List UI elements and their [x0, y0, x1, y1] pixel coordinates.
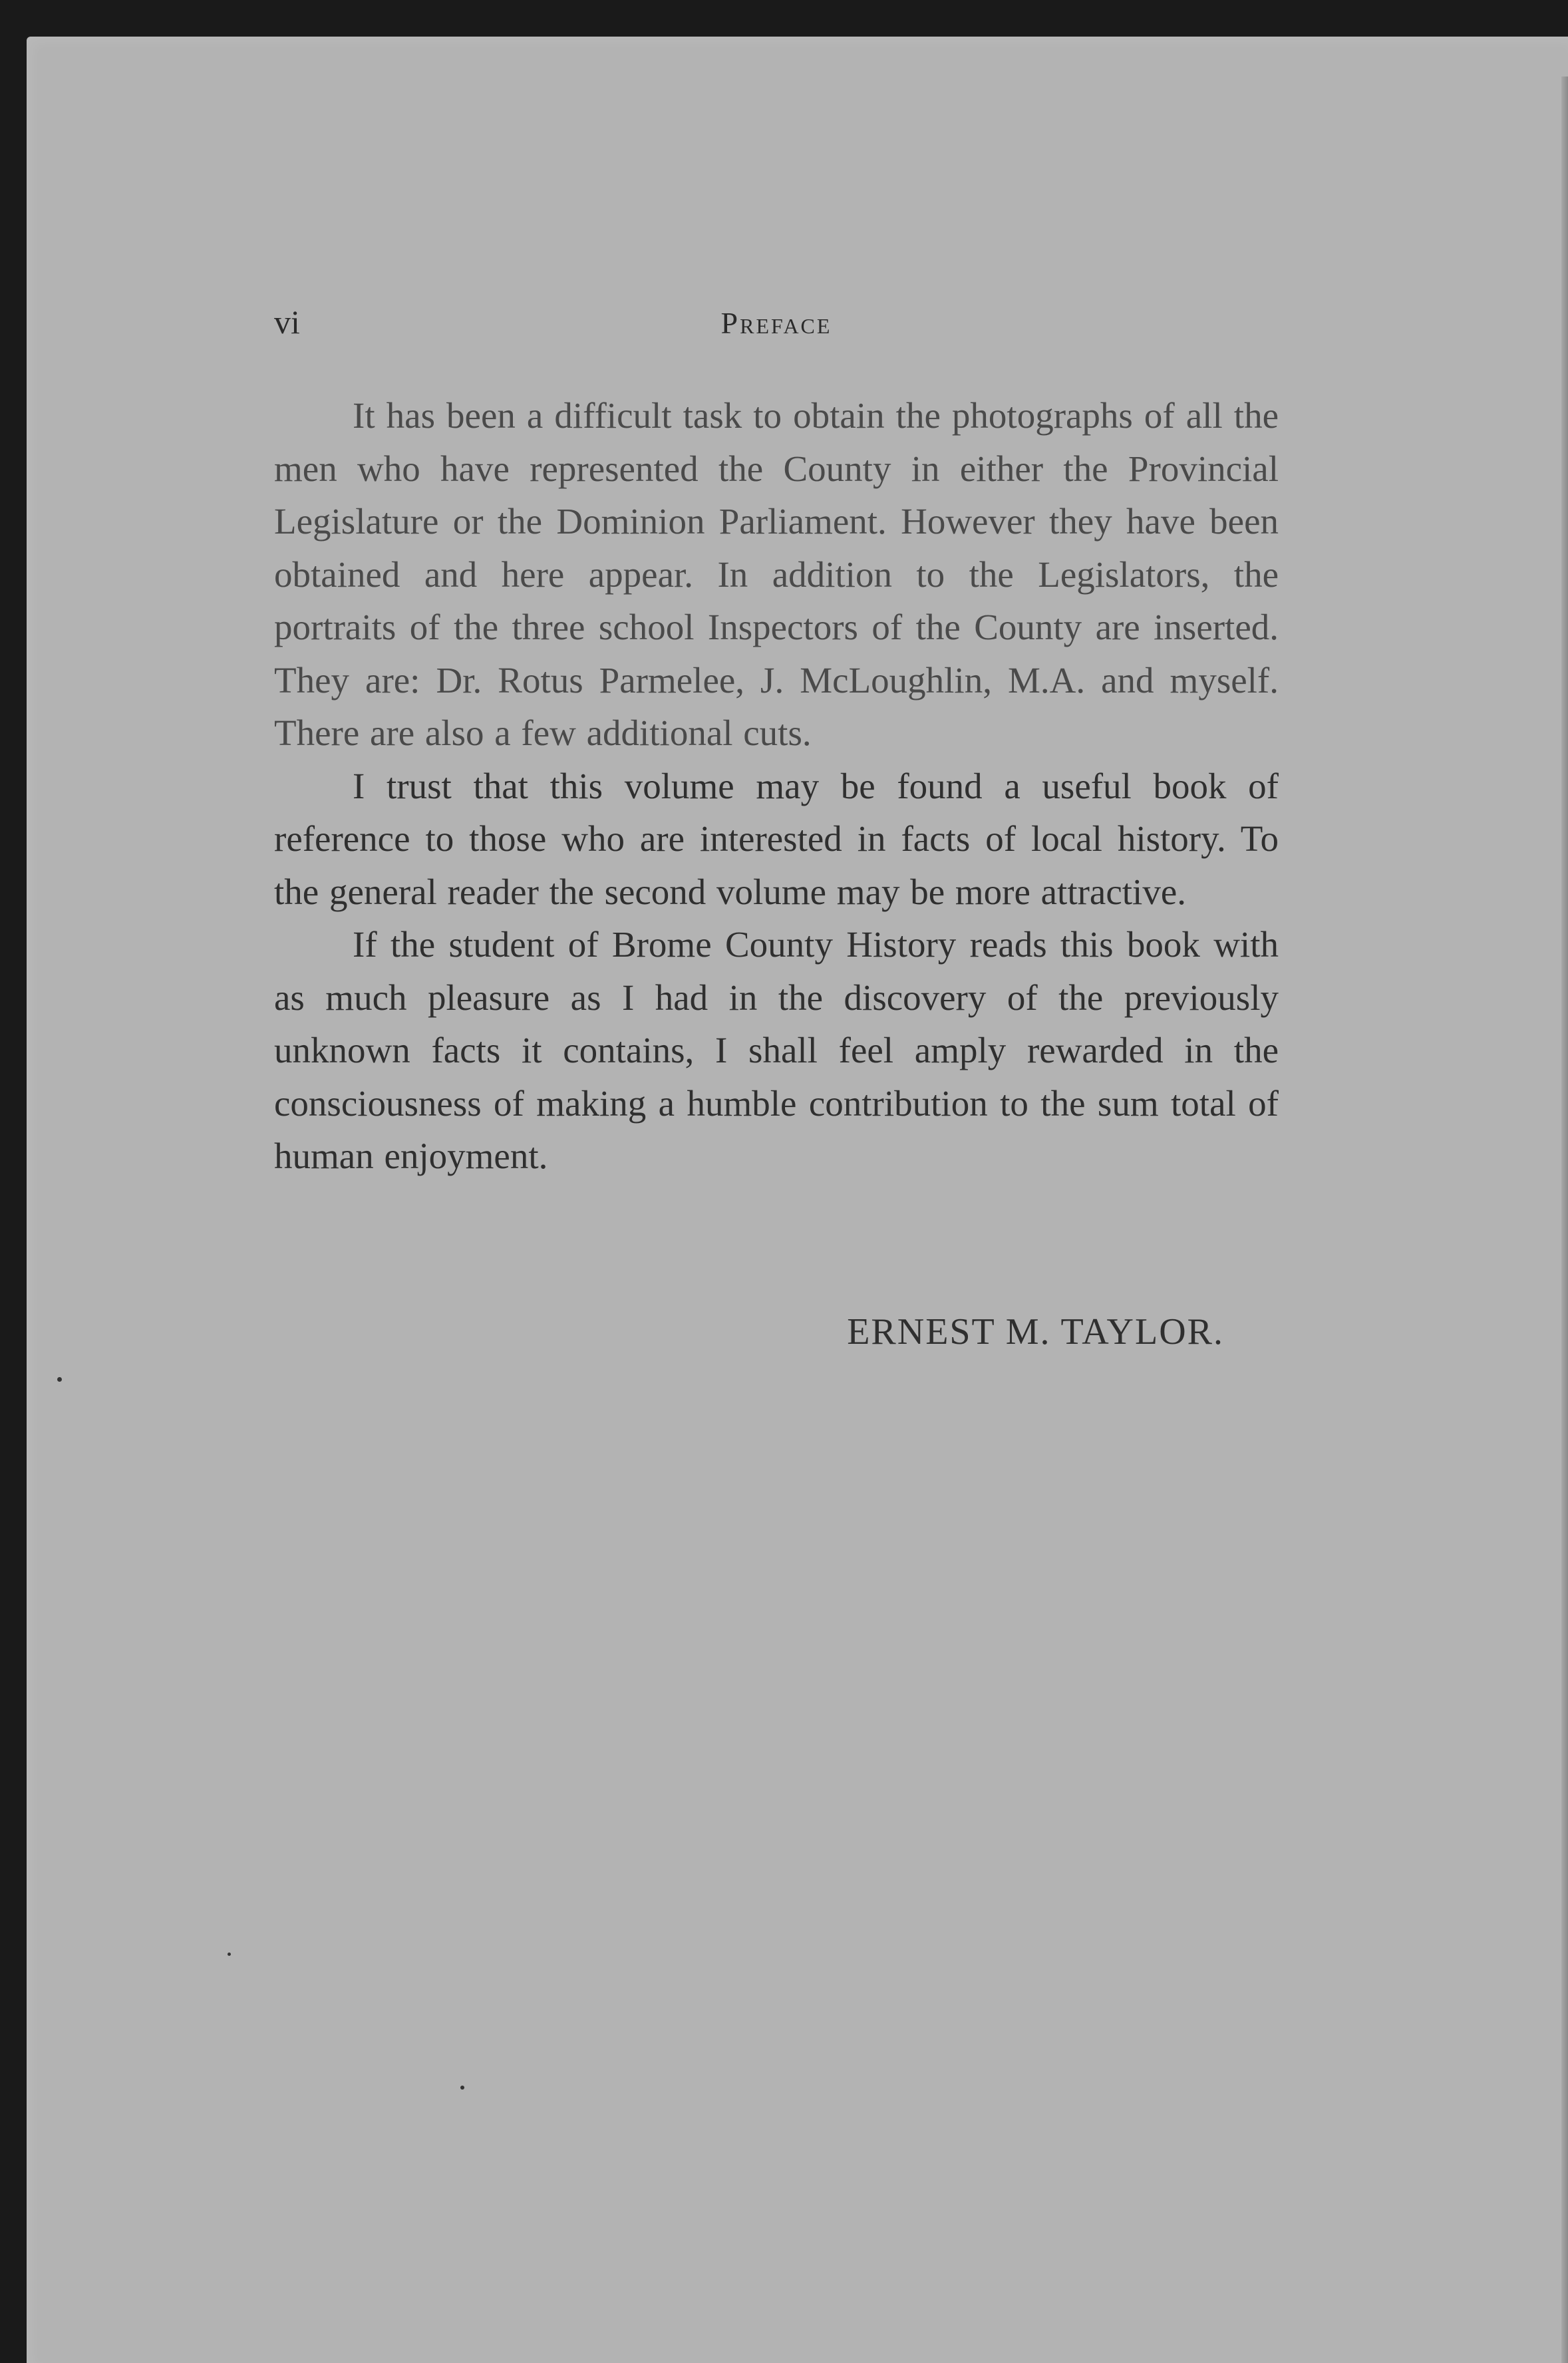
page-header [274, 303, 1279, 349]
paragraph-2: I trust that this volume may be found a useful book of reference to those who are interested in facts of local history. To the general reader the second volume may be more attractive. [274, 765, 1279, 912]
scan-speck [228, 1953, 231, 1956]
paragraph-1: It has been a difficult task to obtain the photographs of all the men who have represented the County in either the Provincial Legislature or the Dominion Parliament. However they have been obtained and here appear. In addition to the Legislators, the portraits of the three school Inspectors of the County are inserted. They are: Dr. Rotus Parmelee, J. McLoughlin, M.A. and myself. There are also a few additional cuts. [274, 395, 1279, 753]
scan-speck [57, 1377, 62, 1382]
preface-body [274, 389, 1279, 1183]
page-number: vi [274, 303, 300, 341]
scan-speck [460, 2086, 464, 2090]
running-head: Preface [720, 306, 832, 340]
page-edge [1561, 77, 1568, 2363]
book-page [27, 37, 1568, 2363]
paragraph-3: If the student of Brome County History reads this book with as much pleasure as I had in the discovery of the previously unknown facts it contains, I shall feel amply rewarded in the consciousness of making a humble contribution to the sum total of human enjoyment. [274, 924, 1279, 1176]
author-signature: ERNEST M. TAYLOR. [847, 1311, 1224, 1352]
